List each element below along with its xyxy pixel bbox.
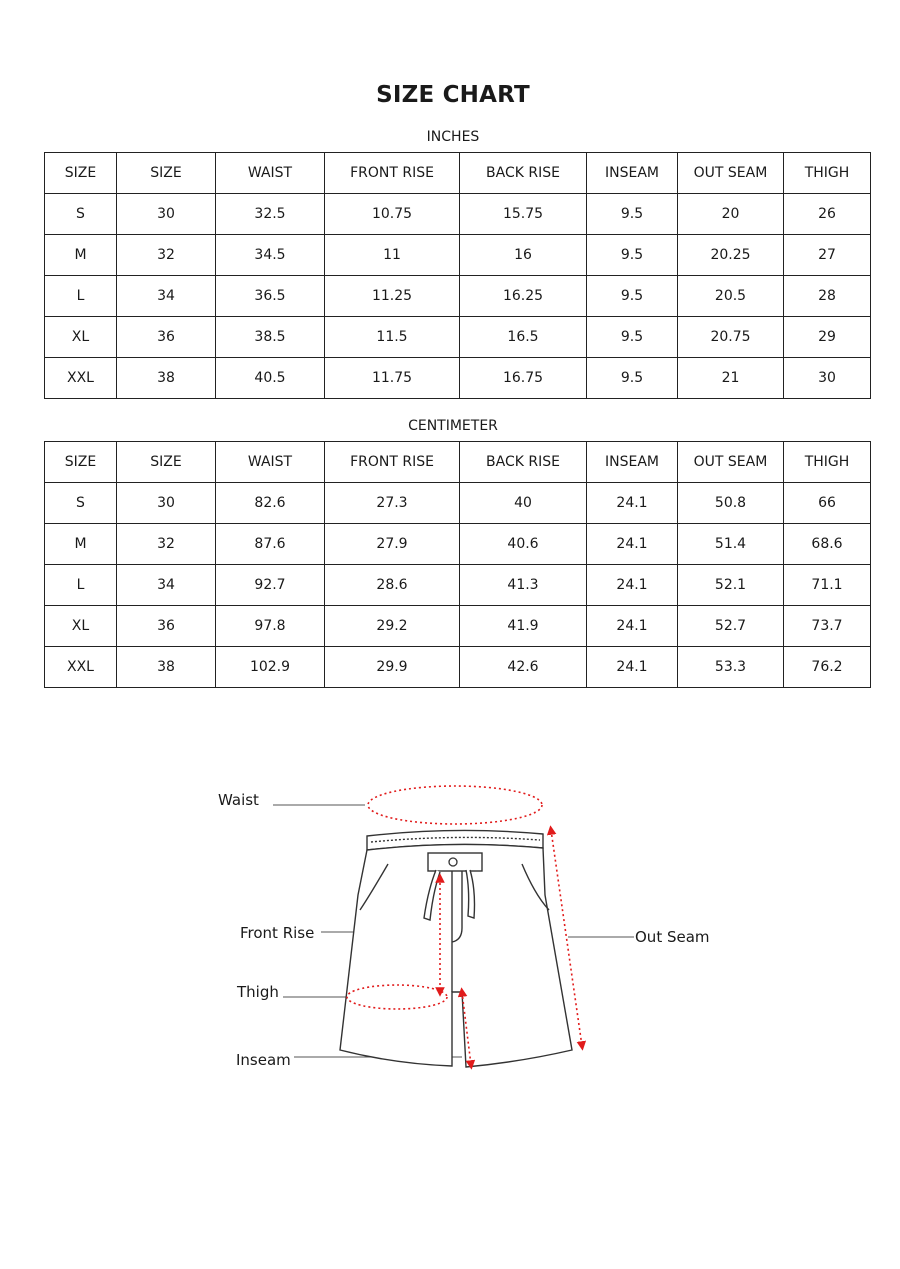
table-cell: 24.1 bbox=[587, 524, 678, 565]
table-cell: S bbox=[45, 483, 117, 524]
table-cell: 34 bbox=[117, 276, 216, 317]
table-cell: 30 bbox=[784, 358, 871, 399]
table-cell: 32 bbox=[117, 235, 216, 276]
column-header: FRONT RISE bbox=[325, 153, 460, 194]
front-rise-label: Front Rise bbox=[240, 924, 315, 942]
page-title: SIZE CHART bbox=[376, 82, 530, 108]
table-cell: 26 bbox=[784, 194, 871, 235]
table-cell: 92.7 bbox=[216, 565, 325, 606]
table-cell: 29.9 bbox=[325, 647, 460, 688]
column-header: INSEAM bbox=[587, 153, 678, 194]
table-cell: 82.6 bbox=[216, 483, 325, 524]
table-cell: 9.5 bbox=[587, 317, 678, 358]
column-header: SIZE bbox=[45, 442, 117, 483]
table-cell: XXL bbox=[45, 647, 117, 688]
table-cell: S bbox=[45, 194, 117, 235]
table-cell: 42.6 bbox=[460, 647, 587, 688]
table-cell: 50.8 bbox=[678, 483, 784, 524]
table-row bbox=[45, 276, 871, 317]
column-header: INSEAM bbox=[587, 442, 678, 483]
table-cell: 24.1 bbox=[587, 647, 678, 688]
table-cell: 51.4 bbox=[678, 524, 784, 565]
column-header: BACK RISE bbox=[460, 442, 587, 483]
table-cell: 16.5 bbox=[460, 317, 587, 358]
table-cell: 30 bbox=[117, 194, 216, 235]
table-cell: 34.5 bbox=[216, 235, 325, 276]
table-cell: 11.25 bbox=[325, 276, 460, 317]
table-cell: 20.5 bbox=[678, 276, 784, 317]
table-cell: 9.5 bbox=[587, 235, 678, 276]
column-header: THIGH bbox=[784, 442, 871, 483]
table-cell: 24.1 bbox=[587, 565, 678, 606]
table-cell: 40.6 bbox=[460, 524, 587, 565]
table-row bbox=[45, 647, 871, 688]
table-cell: 10.75 bbox=[325, 194, 460, 235]
table-cell: 97.8 bbox=[216, 606, 325, 647]
table-cell: 32.5 bbox=[216, 194, 325, 235]
column-header: SIZE bbox=[117, 442, 216, 483]
table-cell: 71.1 bbox=[784, 565, 871, 606]
table-row bbox=[45, 358, 871, 399]
shorts-outline bbox=[340, 830, 572, 1067]
table-cell: 9.5 bbox=[587, 194, 678, 235]
table-cell: XL bbox=[45, 317, 117, 358]
table-cell: 29.2 bbox=[325, 606, 460, 647]
table-cell: 68.6 bbox=[784, 524, 871, 565]
table-cell: 15.75 bbox=[460, 194, 587, 235]
table-cell: 38 bbox=[117, 647, 216, 688]
table-cell: 28.6 bbox=[325, 565, 460, 606]
table-cell: 20.75 bbox=[678, 317, 784, 358]
shorts-illustration bbox=[0, 760, 900, 1100]
inches-size-table bbox=[44, 152, 871, 399]
table-cell: 102.9 bbox=[216, 647, 325, 688]
table-cell: 36 bbox=[117, 317, 216, 358]
table-cell: 52.1 bbox=[678, 565, 784, 606]
table-cell: 30 bbox=[117, 483, 216, 524]
table-row bbox=[45, 194, 871, 235]
table-cell: 41.3 bbox=[460, 565, 587, 606]
column-header: BACK RISE bbox=[460, 153, 587, 194]
table-cell: 24.1 bbox=[587, 606, 678, 647]
table-cell: 16.75 bbox=[460, 358, 587, 399]
table-header-row bbox=[45, 153, 871, 194]
table-header-row bbox=[45, 442, 871, 483]
column-header: THIGH bbox=[784, 153, 871, 194]
table-cell: 34 bbox=[117, 565, 216, 606]
table-cell: XL bbox=[45, 606, 117, 647]
table-cell: 36.5 bbox=[216, 276, 325, 317]
table-cell: 40.5 bbox=[216, 358, 325, 399]
centimeter-size-table bbox=[44, 441, 871, 688]
table-cell: XXL bbox=[45, 358, 117, 399]
table-cell: 32 bbox=[117, 524, 216, 565]
column-header: SIZE bbox=[45, 153, 117, 194]
table-cell: 76.2 bbox=[784, 647, 871, 688]
table-row bbox=[45, 606, 871, 647]
table-cell: 36 bbox=[117, 606, 216, 647]
table-cell: 11 bbox=[325, 235, 460, 276]
table-cell: 20.25 bbox=[678, 235, 784, 276]
table-cell: 27.3 bbox=[325, 483, 460, 524]
table-row bbox=[45, 483, 871, 524]
table-cell: 38 bbox=[117, 358, 216, 399]
table-cell: 9.5 bbox=[587, 358, 678, 399]
table-row bbox=[45, 565, 871, 606]
centimeter-table-label: CENTIMETER bbox=[408, 418, 498, 434]
inches-table-label: INCHES bbox=[426, 129, 480, 145]
table-cell: 28 bbox=[784, 276, 871, 317]
table-cell: 11.75 bbox=[325, 358, 460, 399]
inches-table-body bbox=[45, 153, 871, 399]
table-cell: M bbox=[45, 524, 117, 565]
table-cell: 21 bbox=[678, 358, 784, 399]
out-seam-label: Out Seam bbox=[635, 928, 710, 946]
table-cell: 16.25 bbox=[460, 276, 587, 317]
thigh-label: Thigh bbox=[237, 983, 279, 1001]
table-cell: 41.9 bbox=[460, 606, 587, 647]
table-cell: 27.9 bbox=[325, 524, 460, 565]
table-cell: 53.3 bbox=[678, 647, 784, 688]
column-header: WAIST bbox=[216, 442, 325, 483]
table-row bbox=[45, 317, 871, 358]
table-cell: 52.7 bbox=[678, 606, 784, 647]
table-cell: 38.5 bbox=[216, 317, 325, 358]
table-row bbox=[45, 524, 871, 565]
table-cell: 20 bbox=[678, 194, 784, 235]
shorts-measurement-diagram bbox=[0, 760, 900, 1100]
table-cell: 87.6 bbox=[216, 524, 325, 565]
table-cell: 66 bbox=[784, 483, 871, 524]
table-cell: 24.1 bbox=[587, 483, 678, 524]
table-cell: M bbox=[45, 235, 117, 276]
table-cell: 29 bbox=[784, 317, 871, 358]
column-header: OUT SEAM bbox=[678, 153, 784, 194]
table-cell: 73.7 bbox=[784, 606, 871, 647]
table-cell: 9.5 bbox=[587, 276, 678, 317]
table-cell: 27 bbox=[784, 235, 871, 276]
table-cell: 16 bbox=[460, 235, 587, 276]
table-cell: 11.5 bbox=[325, 317, 460, 358]
table-cell: L bbox=[45, 565, 117, 606]
table-row bbox=[45, 235, 871, 276]
column-header: WAIST bbox=[216, 153, 325, 194]
inseam-label: Inseam bbox=[236, 1051, 291, 1069]
table-cell: 40 bbox=[460, 483, 587, 524]
column-header: SIZE bbox=[117, 153, 216, 194]
waist-label: Waist bbox=[218, 791, 259, 809]
column-header: FRONT RISE bbox=[325, 442, 460, 483]
button-icon bbox=[449, 858, 457, 866]
centimeter-table-body bbox=[45, 442, 871, 688]
column-header: OUT SEAM bbox=[678, 442, 784, 483]
table-cell: L bbox=[45, 276, 117, 317]
